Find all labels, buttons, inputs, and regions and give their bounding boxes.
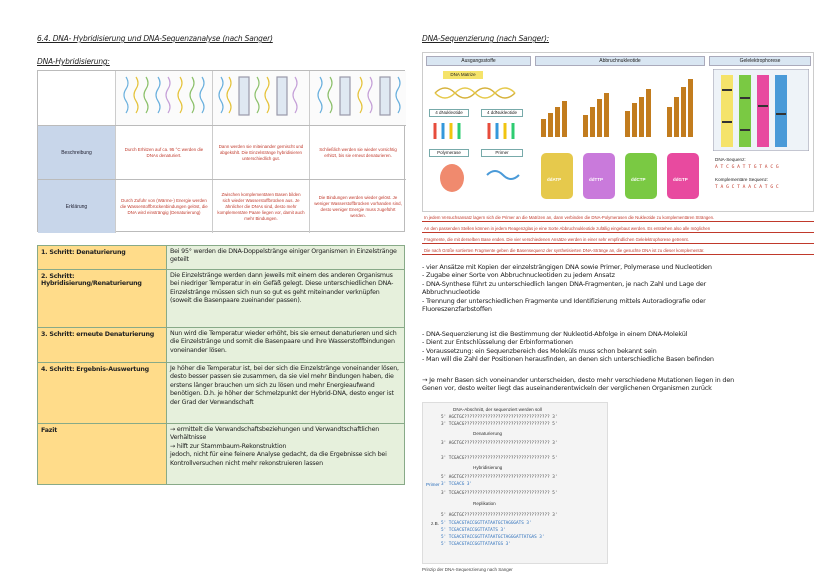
list-item: - Voraussetzung: ein Sequenzbereich des Moleküls muss schon bekannt sein <box>422 346 657 355</box>
figure-caption: Prinzip der DNA-Sequenzierung nach Sanger <box>422 567 513 572</box>
dna-sequence: A T C G A T T G T A C G <box>715 165 779 170</box>
step-key: 4. Schritt: Ergebnis-Auswertung <box>38 363 166 423</box>
table-row <box>38 270 404 328</box>
dna-sequence-label: DNA-Sequenz: <box>715 157 746 162</box>
template-label: DNA Matrize <box>443 71 483 79</box>
conclusion-line: → Je mehr Basen sich voneinander unterscheiden, desto mehr verschiedene Mutationen liegen in den <box>422 376 735 384</box>
tube-label: ddCTP <box>631 177 646 182</box>
list-item: - Man will die Zahl der Positionen herausfinden, an denen sich unterschiedliche Basen befinden <box>422 355 714 364</box>
bullet-list-1 <box>422 263 817 313</box>
primer-label: Primer <box>481 149 523 157</box>
sequence-line: 3' TCGACG????????????????????????????????? 5' <box>441 491 558 496</box>
table-row <box>38 328 404 363</box>
dna-strands-illustration <box>116 71 212 125</box>
diagram-notes <box>422 214 814 258</box>
row-label-description: Beschreibung <box>38 125 115 179</box>
dnucleotides-label: 4 dNukleotide <box>429 109 469 117</box>
fragment-bars-icon <box>537 69 705 141</box>
row-label-explanation: Erklärung <box>38 179 115 233</box>
gel-electrophoresis-icon <box>713 69 809 151</box>
image-redenaturation <box>309 71 406 125</box>
step-value: → ermittelt die Verwandschaftsbeziehungen und Verwandtschaftlichen Verhältnisse → hilft zur Stammbaum-Rekonstruktion jedoch, nicht für eine feinere Analyse gedacht, da die Ergebnisse sich bei Kontrollversuchen nicht mehr rekonstruieren lassen <box>166 424 404 484</box>
list-item: Abbruchnucleotide <box>422 288 480 297</box>
sequence-line: 3' TCGACG????????????????????????????????? 5' <box>441 422 558 427</box>
bullet-list-2 <box>422 330 817 364</box>
list-item: - vier Ansätze mit Kopien der einzelsträngigen DNA sowie Primer, Polymerase und Nucleotiden <box>422 263 712 271</box>
example-marker: z.B. <box>431 521 439 526</box>
list-item: - DNA-Synthese führt zu unterschiedlich langen DNA-Fragmenten, je nach Zahl und Lage der <box>422 279 707 288</box>
step-key: 1. Schritt: Denaturierung <box>38 246 166 269</box>
nucleotides-icon <box>429 121 525 141</box>
table-row <box>38 246 404 270</box>
step-key: Fazit <box>38 424 166 484</box>
hybridization-table <box>37 70 405 232</box>
list-item: Fluoreszenzfarbstoffen <box>422 305 492 314</box>
explanation-cell: Zwischen komplementären Basen bilden sich wieder Wasserstoffbrücken aus. Je ähnlicher die DNAs sind, desto mehr komplementäre Paare liegen vor, damit auch mehr Bindungen. <box>212 180 309 233</box>
list-item: - Dient zur Entschlüsselung der Erbinformationen <box>422 338 573 347</box>
note-line: In jedem Versuchsansatz lagern sich die Primer an die Matrizen an, dann verbinden die DNA-Polymerasen die Nukleotide zu komplementären Strängen. <box>422 214 814 222</box>
note-line: Fragmente, die mit derselben Base enden. Die vier verschiedenen Ansätze werden in einer sehr empfindlichen Gelelektrophorese getrennt. <box>422 236 814 244</box>
sequence-line: 3' AGCTGC????????????????????????????????? 3' <box>441 441 558 446</box>
step-label: Replikation <box>473 501 496 506</box>
list-item: - Zugabe einer Sorte von Abbruchnucleotiden zu jedem Ansatz <box>422 271 615 280</box>
step-key: 2. Schritt: Hybridisierung/Renaturierung <box>38 270 166 327</box>
table-row <box>38 363 404 424</box>
sequence-line: 5' AGCTGC????????????????????????????????? 3' <box>441 475 558 480</box>
subsection-title: DNA-Hybridisierung: <box>37 57 110 66</box>
tube-label: ddGTP <box>673 177 688 182</box>
note-line: Die nach Größe sortierten Fragmente geben die Basensequenz der synthetisierten DNA-Stränge an, die gesuchte DNA ist zu dieser komplementär. <box>422 247 814 255</box>
polymerase-label: Polymerase <box>429 149 469 157</box>
tube-label: ddTTP <box>589 177 603 182</box>
tube-label: ddATP <box>547 177 562 182</box>
sequence-line: 3' TCGACG????????????????????????????????? 5' <box>441 456 558 461</box>
complement-sequence: T A G C T A A C A T G C <box>715 185 779 190</box>
table-row <box>38 424 404 484</box>
explanation-cell: Durch Zufuhr von (Wärme-) Energie werden die Wasserstoffbrückenbindungen gelöst, die DNA wird einsträngig (Denaturierung) <box>115 180 212 233</box>
figure-title: DNA-Abschnitt, der sequenziert werden soll <box>453 407 542 412</box>
sequence-line: 5' TCGACGTACCGGTTATATS 3' <box>441 528 506 533</box>
step-value: Die Einzelstränge werden dann jeweils mit einem des anderen Organismus bei niedriger Temperatur in ein Gefäß gelegt. Diese unterschiedlichen DNA-Einzelstränge müssen sich nun so gut es geht miteinander verknüpfen (soweit die Basenpaare zueinander passen). <box>166 270 404 327</box>
description-cell: Schließlich werden sie wieder vorsichtig erhitzt, bis sie erneut denaturieren. <box>309 126 406 179</box>
list-item: - Trennung der unterschiedlichen Fragmente und Identifizierung mittels Autoradiografie oder <box>422 296 706 305</box>
ddnucleotides-label: 4 ddNukleotide <box>481 109 523 117</box>
diagram-header: Ausgangsstoffe <box>426 56 531 66</box>
note-line: An den passenden Stellen können in jedem Reagenzglas je eine Sorte Abbruchnukleotide zufällig eingebaut werden. Es entstehen also alle möglichen <box>422 225 814 233</box>
template-dna-icon <box>431 81 523 105</box>
step-label: Hybridisierung <box>473 465 503 470</box>
sanger-diagram <box>422 52 814 212</box>
hybrid-dna-illustration <box>213 71 309 125</box>
sequence-line: 5' AGCTGC????????????????????????????????? 3' <box>441 415 558 420</box>
steps-table <box>37 245 405 485</box>
image-hybridization <box>212 71 309 125</box>
step-value: Nun wird die Temperatur wieder erhöht, bis sie erneut denaturieren und sich die Einzelstränge und somit die Basenpaare und ihre Wasserstoffbindungen voneinander lösen. <box>166 328 404 362</box>
step-key: 3. Schritt: erneute Denaturierung <box>38 328 166 362</box>
step-value: Je höher die Temperatur ist, bei der sich die Einzelstränge voneinander lösen, desto besser passen sie zusammen, da sie viel mehr Bindungen haben, die erstens länger brauchen um sich zu lösen und mehr Energieaufwand benötigen. D.h. je höher der Schmelzpunkt der Hybrid-DNA, desto enger ist der Grad der Verwandschaft <box>166 363 404 423</box>
sequencing-title: DNA-Sequenzierung (nach Sanger): <box>422 34 550 43</box>
sequence-line: 5' TCGACGTACCGGTTATAATGCTAGGGATTATGAS 3' <box>441 535 545 540</box>
description-cell: Durch Erhitzen auf ca. 95 °C werden die DNAs denaturiert. <box>115 126 212 179</box>
primer-icon <box>485 165 525 185</box>
hybridization-images <box>115 71 406 125</box>
sequence-line: 5' TCGACGTACCGGTTATAATGCTAGGGATS 3' <box>441 521 532 526</box>
conclusion-line: Genen vor, desto weiter liegt das auseinanderentwickeln der verglichenen Organismen zurück <box>422 384 712 393</box>
explanation-row <box>115 179 406 233</box>
explanation-cell: Die Bindungen werden wieder gelöst. Je weniger Wasserstoffbrücken vorhanden sind, desto weniger Energie muss zugeführt werden. <box>309 180 406 233</box>
section-title: 6.4. DNA- Hybridisierung und DNA-Sequenzanalyse (nach Sanger) <box>37 34 273 43</box>
conclusion <box>422 376 817 393</box>
description-cell: Dann werden sie miteinander gemischt und abgekühlt. Die Einzelstränge hybridisieren unterschiedlich gut. <box>212 126 309 179</box>
polymerase-icon <box>437 163 467 193</box>
separated-strands-illustration <box>310 71 406 125</box>
description-row <box>115 125 406 179</box>
sequencing-figure <box>422 402 608 564</box>
list-item: - DNA-Sequenzierung ist die Bestimmung der Nukleotid-Abfolge in einem DNA-Molekül <box>422 330 688 338</box>
sequence-line: 3' TCGACG 3' <box>441 482 473 487</box>
image-denaturation <box>115 71 212 125</box>
primer-marker: Primer <box>426 482 440 487</box>
sequence-line: 5' TCGACGTACCGGTTATAATGS 3' <box>441 542 511 547</box>
step-value: Bei 95° werden die DNA-Doppelstränge einiger Organismen in Einzelstränge geteilt <box>166 246 404 269</box>
step-label: Denaturierung <box>473 431 503 436</box>
diagram-header: Abbruchnukleotide <box>535 56 705 66</box>
complement-label: Komplementäre Sequenz: <box>715 177 769 182</box>
diagram-header: Gelelektrophorese <box>709 56 811 66</box>
sequence-line: 5' AGCTGC????????????????????????????????? 3' <box>441 513 558 518</box>
